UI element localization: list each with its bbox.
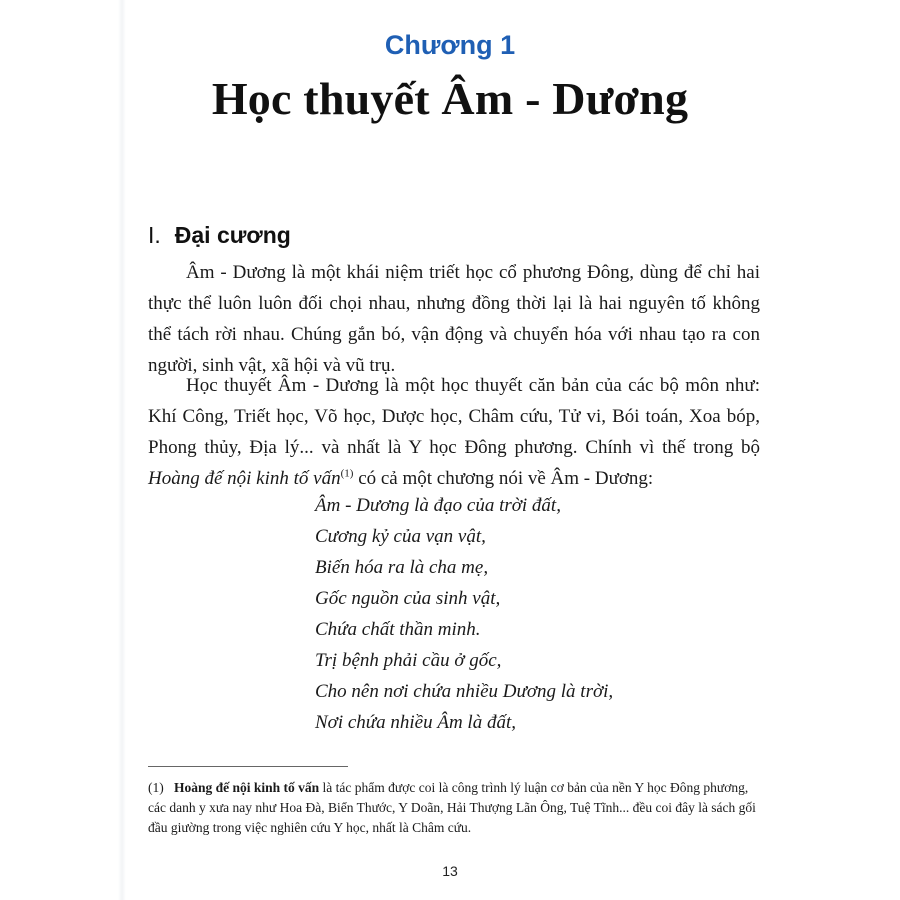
section-number: I. [148, 222, 161, 248]
poem-line: Chứa chất thần minh. [315, 619, 481, 640]
paragraph-2-text-after: có cả một chương nói về Âm - Dương: [353, 468, 654, 489]
poem-line: Trị bệnh phải cầu ở gốc, [315, 650, 502, 671]
footnote-number: (1) [148, 780, 164, 795]
footnote-text [148, 778, 760, 838]
footnote [148, 778, 760, 838]
poem-quote [315, 490, 613, 738]
section-title: Đại cương [174, 222, 291, 248]
footnote-divider [148, 766, 348, 767]
chapter-title: Học thuyết Âm - Dương [211, 73, 689, 124]
poem-line: Cương kỷ của vạn vật, [315, 526, 486, 547]
footnote-body: là tác phẩm được coi là công trình lý luận cơ bản của nền Y học Đông phương, các danh y xưa nay như Hoa Đà, Biển Thước, Y Doãn, Hải Thượng Lãn Ông, Tuệ Tĩnh... đều coi đây là sách gối đầu giường trong việc nghiên cứu Y học, nhất là Châm cứu. [148, 780, 756, 835]
poem-line: Gốc nguồn của sinh vật, [315, 588, 501, 609]
section-heading [148, 222, 291, 249]
poem-line: Nơi chứa nhiều Âm là đất, [315, 712, 516, 733]
footnote-bold-title: Hoàng đế nội kinh tố vấn [174, 780, 320, 795]
book-title-italic: Hoàng đế nội kinh tố vấn [148, 468, 341, 489]
chapter-label: Chương 1 [384, 30, 516, 60]
paragraph-1: Âm - Dương là một khái niệm triết học cổ phương Đông, dùng để chỉ hai thực thể luôn luôn đối chọi nhau, nhưng đồng thời lại là hai nguyên tố không thể tách rời nhau. Chúng gắn bó, vận động và chuyển hóa với nhau tạo ra con người, sinh vật, xã hội và vũ trụ. [148, 262, 760, 376]
page-number: 13 [442, 863, 458, 879]
paragraph-2 [148, 370, 760, 494]
footnote-ref[interactable]: (1) [340, 467, 354, 480]
poem-line: Cho nên nơi chứa nhiều Dương là trời, [315, 681, 614, 702]
paragraph-2-text-before: Học thuyết Âm - Dương là một học thuyết căn bản của các bộ môn như: Khí Công, Triết học, Võ học, Dược học, Châm cứu, Tử vi, Bói toán, Xoa bóp, Phong thủy, Địa lý... và nhất là Y học Đông phương. Chính vì thế trong bộ [148, 375, 760, 458]
poem-line: Biến hóa ra là cha mẹ, [315, 557, 489, 578]
poem-line: Âm - Dương là đạo của trời đất, [315, 495, 561, 516]
